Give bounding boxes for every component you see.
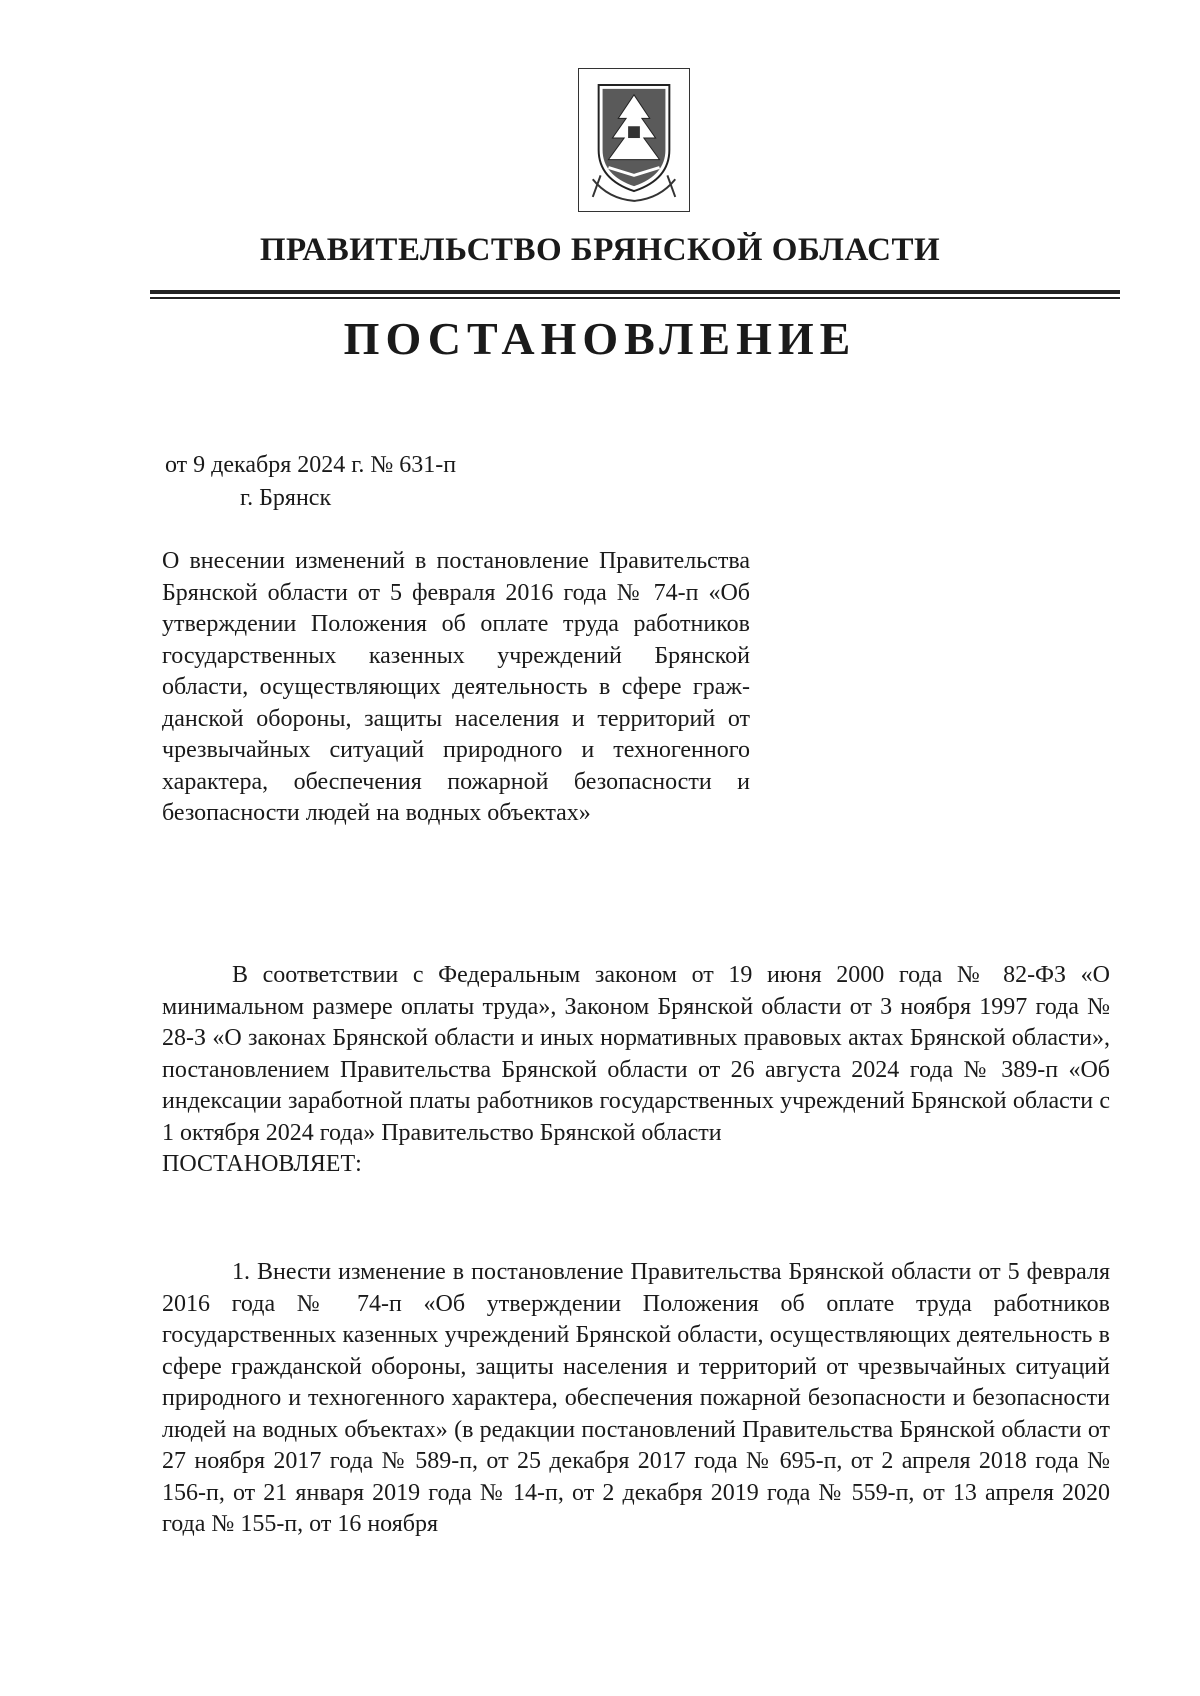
document-city: г. Брянск [240,485,332,511]
header-rule-thick [150,290,1120,294]
organization-title: ПРАВИТЕЛЬСТВО БРЯНСКОЙ ОБЛАСТИ [259,232,941,268]
coat-of-arms-frame [578,68,690,212]
header-rule-thin [150,297,1120,299]
preamble-text: В соответствии с Федеральным законом от 19 июня 2000 года № 82-ФЗ «О минимальном размере оплаты труда», Законом Брянской области от 3 ноября 1997 года № 28-З «О законах Брянской области и иных нормативных правовых актах Брянской области», постановлением Правительства Брянской области от 26 августа 2024 года № 389-п «Об индексации заработной платы работников государственных учреждений Брянской области с 1 октября 2024 года» Правительство Брянской области [162,962,1110,1146]
item-paragraph-1: 1. Внести изменение в постановление Правительства Брянской области от 5 февраля 2016 года № 74-п «Об утверждении Положения об оплате труда работников государственных казенных учреждений Брянской области, осуществляющих деятельность в сфере гражданской обороны, защиты населения и территорий от чрезвычайных ситуаций природного и техногенного характера, обеспечения пожарной безопасности и безопасности людей на водных объектах» (в редакции постановлений Правительства Брянской области от 27 ноября 2017 года № 589-п, от 25 декабря 2017 года № 695-п, от 2 апреля 2018 года № 156-п, от 21 января 2019 года № 14-п, от 2 декабря 2019 года № 559-п, от 13 апреля 2020 года № 155-п, от 16 ноября [162,1259,1110,1537]
preamble-paragraph [162,960,1110,1181]
document-type-title: ПОСТАНОВЛЕНИЕ [343,313,857,364]
document-date-number: от 9 декабря 2024 г. № 631-п [165,452,457,478]
bryansk-coat-of-arms-icon [579,69,689,211]
decree-word: ПОСТАНОВЛЯЕТ: [162,1151,362,1177]
document-subject: О внесении изменений в постановление Правительства Брянской области от 5 февраля 2016 года № 74-п «Об утверждении Положения об оплате труда работников государственных казенных учреждений Брянской области, осуществляющих деятельность в сфере гражданской обороны, защиты населения и территорий от чрезвычайных ситуаций природного и техногенного характера, обеспечения пожарной безопасности и безопасности людей на водных объектах» [162,548,750,826]
